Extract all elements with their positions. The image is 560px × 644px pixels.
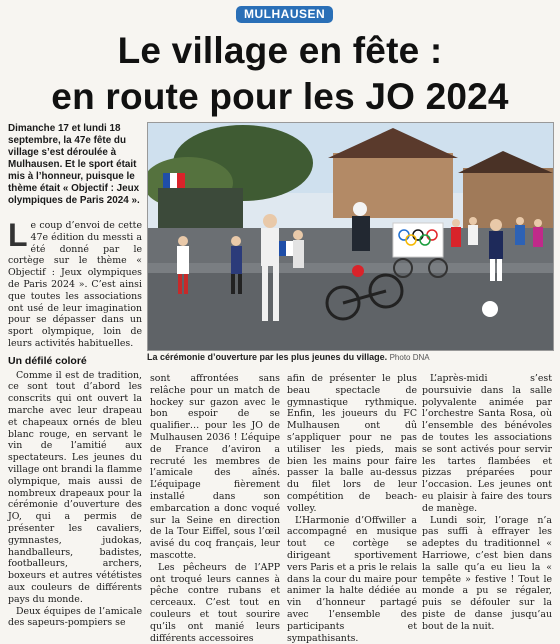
headline-line-1: Le village en fête :	[117, 30, 443, 71]
photo-caption	[147, 352, 552, 362]
article-photo	[147, 122, 554, 351]
paragraph: Les pêcheurs de l’APP ont troqué leurs cannes à pêche contre rubans et cerceaux. C’est tout en couleurs et tout sourire qu’ils ont manié leurs différents accessoires	[150, 561, 280, 644]
photo-credit: Photo DNA	[389, 353, 430, 362]
headline-line-2: en route pour les JO 2024	[51, 76, 509, 117]
article-column-2	[150, 373, 280, 644]
paragraph: L’après-midi s’est poursuivie dans la salle polyvalente animée par l’orchestre Santa Rosa, où l’ensemble des bénévoles de toutes les associations se sont activés pour servir les tartes flambées et pizzas préparées pour l’occasion. Les jeunes ont eu plaisir à faire des tours de manège.	[422, 373, 552, 514]
section-subhead: Un défilé coloré	[8, 354, 87, 367]
paragraph: afin de présenter le plus beau spectacle de gymnastique rythmique. Enfin, les joueurs du FC Mulhausen ont dû s’appliquer pour ne pas utiliser les pieds, mais bien les mains pour faire passer la balle au-dessus du filet lors de leur compétition de beach-volley.	[287, 373, 417, 514]
lead-paragraph: Dimanche 17 et lundi 18 septembre, la 47e fête du village s’est déroulée à Mulhausen. Et le sport était mis à l’honneur, puisque le thème était « Objectif : Jeux olympiques de Paris 2024 ».	[8, 123, 140, 206]
parade-photo-illustration	[148, 123, 553, 350]
paragraph: Deux équipes de l’amicale des sapeurs-pompiers se	[8, 605, 142, 629]
paragraph: sont affrontées sans relâche pour un match de hockey sur gazon avec le bon espoir de se qualifier… pour les JO de Mulhausen 2036 ! L’équipe de France d’aviron a recruté les membres de l’amicale des aînés. L’équipage fièrement installé dans son embarcation a donc voqué sur la Seine en direction de la Tour Eiffel, sous l’œil avisé du coq français, leur mascotte.	[150, 373, 280, 561]
caption-text: La cérémonie d’ouverture par les plus jeunes du village.	[147, 352, 388, 362]
article-column-1	[8, 217, 142, 629]
section-tag: MULHAUSEN	[236, 6, 333, 23]
paragraph: Lundi soir, l’orage n’a pas suffi à effrayer les adeptes du traditionnel « Harriowe, c’est bien dans la salle qu’a eu lieu la « tempête » festive ! Tout le monde a pu se régaler, puis se défouler sur la piste de danse jusqu’au bout de la nuit.	[422, 514, 552, 632]
paragraph: Comme il est de tradition, ce sont tout d’abord les conscrits qui ont ouvert la marche avec leur drapeau et chapeaux ornés de bleu blanc rouge, en servant le vin de l’amitié aux spectateurs. Les jeunes du village ont brandi la flamme olympique, mais aussi de nombreux drapeaux pour la cérémonie d’ouverture des JO, qui a permis de présenter les cavaliers, gymnastes, judokas, handballeurs, badistes, footballeurs, archers, boxeurs et autres vététistes aux couleurs de différents pays du monde.	[8, 369, 142, 605]
paragraph: L’Harmonie d’Offwiller a accompagné en musique tout ce cortège se dirigeant sportivement vers Paris et a pris le relais dans la cour du maire pour animer la halte dédiée au vin d’honneur partagé avec l’ensemble des participants et sympathisants.	[287, 514, 417, 644]
article-column-4	[422, 373, 552, 633]
drop-cap: L	[8, 217, 28, 253]
intro-paragraph: Le coup d’envoi de cette 47e édition du messti a été donné par le cortège sur le thème « Objectif : Jeux olympiques de Paris 2024 ». C’est ainsi que toutes les associations ont usé de leur imagination pour se dépasser dans un sport olympique, loin de leurs activités habituelles.	[8, 217, 142, 349]
article-column-3	[287, 373, 417, 644]
